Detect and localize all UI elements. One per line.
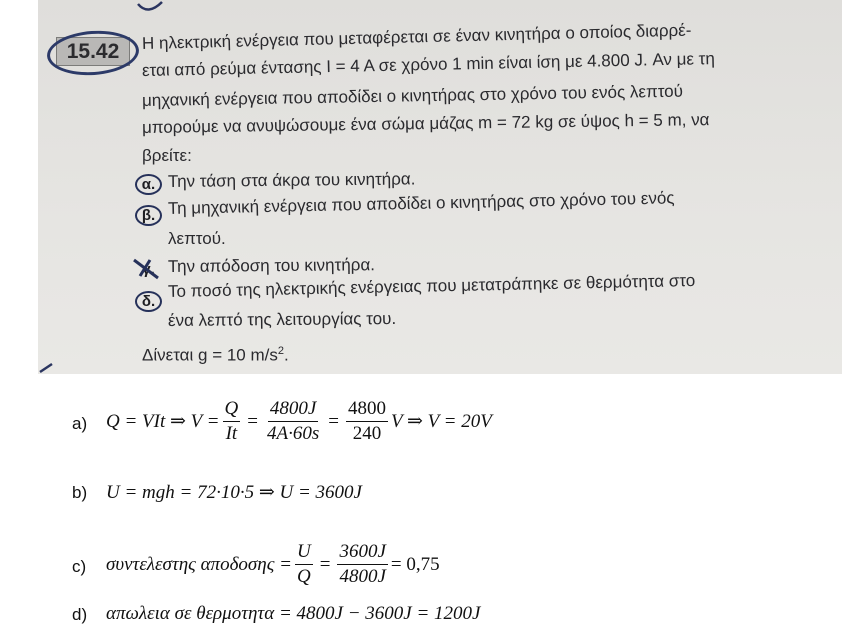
problem-number-circle (46, 28, 141, 78)
fraction-numerator: Q (223, 398, 241, 422)
solution-d-equation: απωλεια σε θερμοτητα = 4800J − 3600J = 1200J (106, 603, 481, 624)
question-c-text: Την απόδοση του κινητήρα. (167, 255, 376, 276)
solution-c-part2: = 0,75 (390, 553, 440, 575)
given-values (142, 345, 289, 366)
problem-text-line-3: μηχανική ενέργεια που αποδίδει ο κινητήρας στο χρόνο του ενός λεπτού (141, 81, 684, 110)
given-prefix: Δίνεται g = 10 m/s (142, 345, 278, 365)
question-label-a: α. (135, 174, 162, 195)
solution-c-fraction-1 (295, 541, 313, 588)
pen-stroke-mark (136, 0, 166, 16)
problem-text-line-1: Η ηλεκτρική ενέργεια που μεταφέρεται σε έναν κινητήρα ο οποίος διαρρέ- (141, 20, 692, 53)
pen-edge-mark (38, 360, 60, 374)
textbook-photo (38, 0, 842, 374)
solution-c-label: c) (72, 557, 87, 576)
solution-a-part2: V ⇒ V = 20V (390, 411, 492, 432)
question-d-text-cont: ένα λεπτό της λειτουργίας του. (167, 309, 397, 330)
question-d-text: Το ποσό της ηλεκτρικής ενέργειας που μετατράπηκε σε θερμότητα στο (167, 270, 696, 301)
question-b-text: Τη μηχανική ενέργεια που αποδίδει ο κινητήρας στο χρόνο του ενός (167, 188, 675, 218)
solution-b-label: b) (72, 483, 88, 502)
problem-text-line-4: μπορούμε να ανυψώσουμε ένα σώμα μάζας m = 72 kg σε ύψος h = 5 m, να (141, 110, 710, 137)
solution-c-part1: συντελεστης αποδοσης = (106, 553, 292, 575)
solution-a-fraction-2 (265, 398, 321, 445)
problem-number: 15.42 (56, 37, 130, 66)
question-b-text-cont: λεπτού. (168, 229, 226, 248)
fraction-denominator: It (225, 423, 238, 444)
question-label-d: δ. (135, 291, 162, 312)
question-label-c: γ. (142, 261, 155, 278)
question-a-text: Την τάση στα άκρα του κινητήρα. (167, 169, 416, 191)
fraction-numerator: 4800J (268, 398, 318, 422)
solution-a-equation: Q = VIt ⇒ V = $\frac{Q}{It}$ = $\frac{4800J}{4A\cdot 60s}$ = $\frac{4800}{240}$ V ⇒ V = 20V (106, 398, 492, 444)
problem-text-line-5: βρείτε: (142, 146, 192, 165)
fraction-numerator: U (295, 541, 313, 565)
solution-a-label: a) (72, 414, 88, 433)
fraction-denominator: Q (296, 566, 311, 587)
fraction-denominator: 4A·60s (266, 423, 320, 444)
question-label-b: β. (135, 205, 162, 226)
cross-out-mark (132, 256, 162, 280)
solution-a-part1: Q = VIt ⇒ V = (106, 411, 220, 432)
solution-c-fraction-2 (337, 541, 387, 588)
fraction-numerator: 4800 (346, 398, 388, 422)
given-suffix: . (283, 345, 289, 365)
fraction-denominator: 240 (352, 423, 382, 444)
solution-c-equation: συντελεστης αποδοσης = $\frac{U}{Q}$ = $\frac{3600J}{4800J}$ = 0,75 (106, 541, 440, 587)
solution-a-fraction-3 (346, 398, 388, 445)
problem-text-line-2: εται από ρεύμα έντασης I = 4 A σε χρόνο 1 min είναι ίση με 4.800 J. Αν με τη (141, 49, 716, 80)
solution-d-label: d) (72, 605, 88, 624)
given-exponent: 2 (277, 345, 284, 357)
bleed-through-text (98, 150, 102, 165)
solution-a-fraction-1 (223, 398, 241, 445)
fraction-numerator: 3600J (337, 541, 387, 565)
fraction-denominator: 4800J (339, 566, 386, 587)
solution-b-equation: U = mgh = 72·10·5 ⇒ U = 3600J (106, 482, 362, 503)
